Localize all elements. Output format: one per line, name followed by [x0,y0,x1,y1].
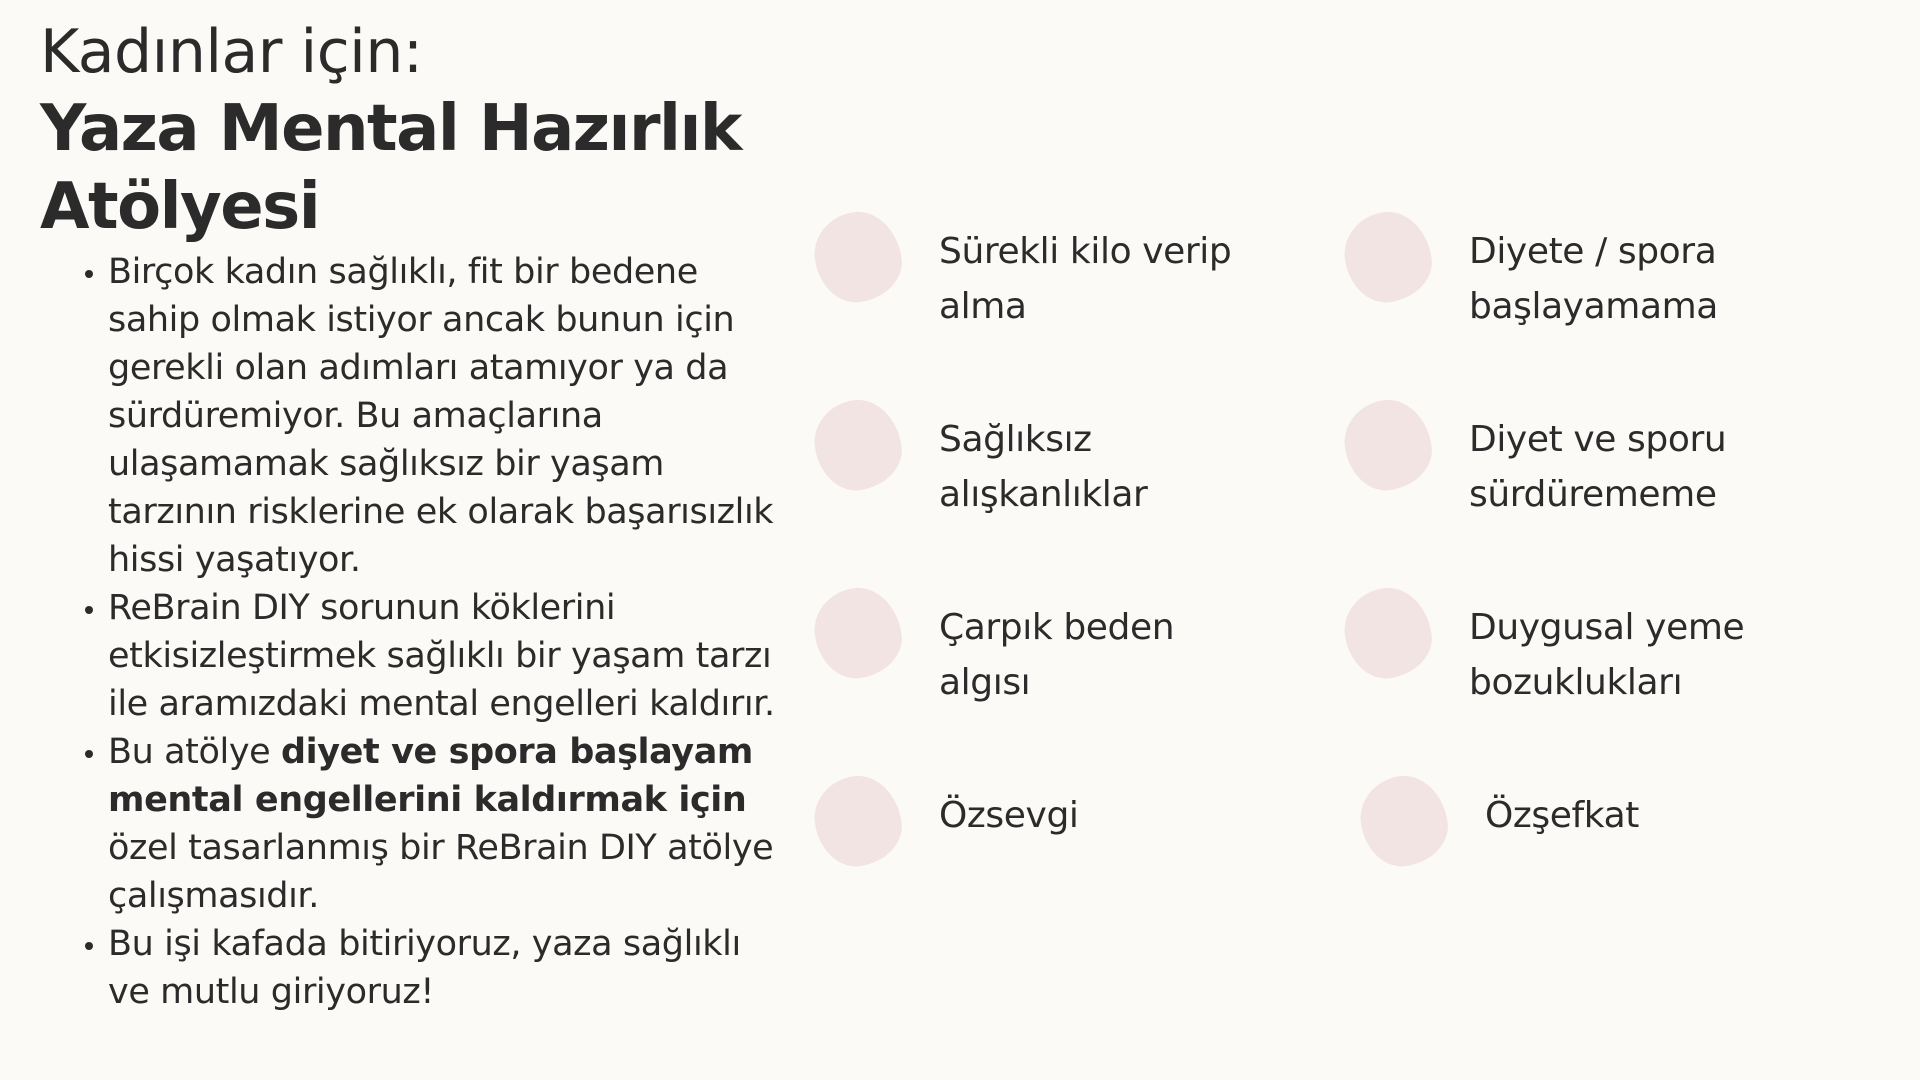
pink-blob-shape [809,582,907,683]
topic-label-line: Duygusal yeme [1469,607,1745,648]
bullet-item: Bu işi kafada bitiriyoruz, yaza sağlıklı ve mutlu giriyoruz! [108,920,780,1016]
topic-label [939,600,1299,710]
topic-label-line: Özsevgi [939,795,1079,836]
pink-blob-shape [1339,206,1437,307]
topic-label [939,224,1299,334]
page-title-line-1: Yaza Mental Hazırlık [40,92,741,166]
pink-blob-shape [809,770,907,871]
topic-label-line: algısı [939,662,1031,703]
topic-label-line: sürdürememe [1469,474,1717,515]
pink-blob-shape [1339,394,1437,495]
topic-label [1485,788,1845,843]
topic-label-line: başlayamama [1469,286,1718,327]
pink-blob-shape [809,206,907,307]
topic-label [939,788,1299,843]
page-title-line-2: Atölyesi [40,170,320,244]
topic-label [1469,600,1829,710]
topic-label-line: Özşefkat [1485,795,1640,836]
bullet-item: ReBrain DIY sorunun köklerini etkisizleştirmek sağlıklı bir yaşam tarzı ile aramızdaki mental engelleri kaldırır. [108,584,780,728]
bullet-text: özel tasarlanmış bir ReBrain DIY atölye çalışmasıdır. [108,828,774,916]
pink-blob-shape [1339,582,1437,683]
topic-label [939,412,1299,522]
topic-label [1469,224,1829,334]
pink-blob-shape [1355,770,1453,871]
bullet-bold-text: diyet ve spora başlayam mental engellerini kaldırmak için [108,732,753,820]
topic-label-line: Sürekli kilo verip [939,231,1232,272]
topic-label-line: bozuklukları [1469,662,1683,703]
topic-label-line: Çarpık beden [939,607,1175,648]
heading-subtitle: Kadınlar için: [40,17,423,87]
bullet-item [108,728,780,920]
topic-label-line: Sağlıksız [939,419,1092,460]
page-title [40,90,780,246]
topic-label-line: Diyet ve sporu [1469,419,1727,460]
left-column [40,14,780,1016]
bullet-list [40,248,780,1016]
bullet-item: Birçok kadın sağlıklı, fit bir bedene sahip olmak istiyor ancak bunun için gerekli olan adımları atamıyor ya da sürdüremiyor. Bu amaçlarına ulaşamamak sağlıksız bir yaşam tarzının risklerine ek olarak başarısızlık hissi yaşatıyor. [108,248,780,584]
topic-label-line: Diyete / spora [1469,231,1717,272]
bullet-text: Bu atölye [108,732,281,772]
pink-blob-shape [809,394,907,495]
topic-label-line: alma [939,286,1027,327]
topic-label-line: alışkanlıklar [939,474,1148,515]
topic-label [1469,412,1829,522]
